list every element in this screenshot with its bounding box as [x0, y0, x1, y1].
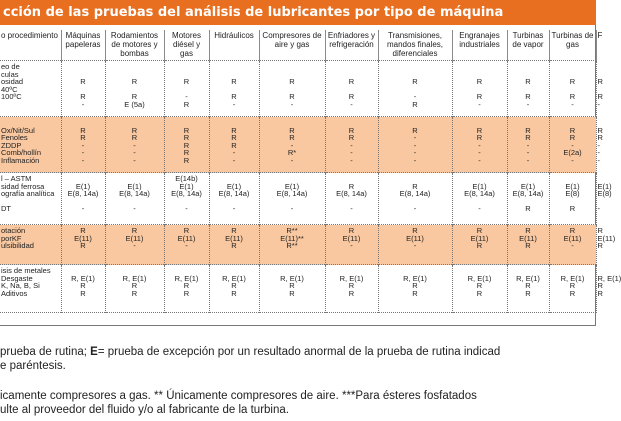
table-cell: R, E(1) R R [325, 265, 378, 313]
table-cell: R E(11) - [549, 225, 596, 265]
table-cell: R, E(1) R R [452, 265, 507, 313]
table-cell: R, E(1) R R [507, 265, 549, 313]
table-cell: R, E(1) R R [259, 265, 325, 313]
footnote-text: ulte al proveedor del fluido y/o al fabricante de la turbina. [0, 404, 289, 416]
table-row: eo de culas osidad 40ºC 100ºC R R - R R E (5a) R - R R R - R R - R R - R - R R R - R R - R R - R R - [0, 61, 596, 117]
table-cell: R R R R R [164, 117, 209, 173]
table-title: cción de las pruebas del análisis de lubricantes por tipo de máquina [3, 5, 504, 20]
table-cell: R R - [452, 61, 507, 117]
table-cell: R E(8, 14a) - [378, 173, 452, 225]
table-cell: R - R [378, 61, 452, 117]
table-row: Ox/Nit/Sul Fenoles ZDDP Comb/hollín Inflamación R R - - - R R - - - R R R R R R R R - - R R - R* - R R - - - R - - - - R R - - - R R - - - R R - E(2a) - R R - - - [0, 117, 596, 173]
table-cell: E(1) E(8, 14a) - [105, 173, 164, 225]
table-row: l – ASTM sidad ferrosa ografía analítica DT E(1) E(8, 14a) - E(1) E(8, 14a) - E(14b) E(1) E(8, 14a) - E(1) E(8, 14a) - E(1) E(8, 14a) - R E(8, 14a) - R E(8, 14a) - E(1) E(8, 14a) - E(1) E(8, 14a) R E(1) E(8) R E(1) E(8) - [0, 173, 596, 225]
table-cell: R** E(11)** R** [259, 225, 325, 265]
footnote-line [0, 403, 289, 417]
title-bar [0, 0, 596, 25]
table-cell: R R E (5a) [105, 61, 164, 117]
legend-text: = prueba de excepción por un resultado anormal de la prueba de rutina indicad [97, 346, 501, 358]
table-cell: R E(8, 14a) - [325, 173, 378, 225]
table-cell: E(1) E(8, 14a) - [209, 173, 259, 225]
table-cell: R R - - - [105, 117, 164, 173]
table-cell: E(1) E(8, 14a) - [61, 173, 105, 225]
column-header: Turbinas de vapor [507, 30, 549, 61]
table-cell: R R - R* - [259, 117, 325, 173]
legend-text: prueba de rutina; [0, 346, 91, 358]
table-cell: R R - E(2a) - [549, 117, 596, 173]
column-header: Hidráulicos [209, 30, 259, 61]
table-cell: R R - [209, 61, 259, 117]
table-cell: E(1) E(8, 14a) - [452, 173, 507, 225]
table-cell: E(14b) E(1) E(8, 14a) - [164, 173, 209, 225]
table-cell: R, E(1) R R [164, 265, 209, 313]
column-header: Motores diésel y gas [164, 30, 209, 61]
table-cell: R R - [61, 61, 105, 117]
table-cell: R - - - - [378, 117, 452, 173]
table-row: isis de metales Desgaste K, Na, B, Si Aditivos R, E(1) R R R, E(1) R R R, E(1) R R R, E(1) R R R, E(1) R R R, E(1) R R R, E(1) R R R, E(1) R R R, E(1) R R R, E(1) R R R, E(1) R R [0, 265, 596, 313]
table-cell: R R - - - [61, 117, 105, 173]
table-cell: R R - - - [325, 117, 378, 173]
table-cell: R R - - - [452, 117, 507, 173]
column-header: Transmisiones, mandos finales, diferenciales [378, 30, 452, 61]
table-cell: R E(11) R [209, 225, 259, 265]
column-header: Compresores de aire y gas [259, 30, 325, 61]
column-header: Enfriadores y refrigeración [325, 30, 378, 61]
table-cell: E(1) E(8) R [549, 173, 596, 225]
table-cell: R R - [549, 61, 596, 117]
table-cell: R - R [164, 61, 209, 117]
table-row: otación porKF ulsibilidad R E(11) R R E(11) - R E(11) - R E(11) R R** E(11)** R** R E(11) - R E(11) - R E(11) R R E(11) R R E(11) - R E(11) R [0, 225, 596, 265]
table-cell: R, E(1) R R [105, 265, 164, 313]
lubricant-tests-table [0, 30, 621, 313]
column-header: Engranajes industriales [452, 30, 507, 61]
table-cell: R, E(1) R R [61, 265, 105, 313]
table-cell: R R - [259, 61, 325, 117]
legend-text: e paréntesis. [0, 360, 66, 372]
column-header: Máquinas papeleras [61, 30, 105, 61]
column-header: Turbinas de gas [549, 30, 596, 61]
table-cell: R R - - - [507, 117, 549, 173]
legend-line [0, 359, 66, 373]
column-header: o procedimiento [1, 31, 58, 40]
table-cell: R R - [325, 61, 378, 117]
column-header: Rodamientos de motores y bombas [105, 30, 164, 61]
footnote-line [0, 389, 477, 403]
table-cell: R R R - - [209, 117, 259, 173]
footnote-text: icamente compresores a gas. ** Únicamente compresores de aire. ***Para ésteres fosfatados [0, 390, 477, 402]
table-cell: l – ASTM sidad ferrosa ografía analítica DT [1, 174, 55, 214]
table-cell: R R - [507, 61, 549, 117]
table-cell: R E(11) R [61, 225, 105, 265]
legend-key-e: E [90, 346, 98, 358]
table-cell: R E(11) - [164, 225, 209, 265]
table-cell: eo de culas osidad 40ºC 100ºC [1, 62, 24, 102]
table-cell: R, E(1) R R [549, 265, 596, 313]
table-cell: R, E(1) R R [378, 265, 452, 313]
table-cell: R E(11) R [452, 225, 507, 265]
table-cell: R, E(1) R R [209, 265, 259, 313]
table-cell: R E(11) - [378, 225, 452, 265]
table-cell: R E(11) R [507, 225, 549, 265]
table-cell: Ox/Nit/Sul Fenoles ZDDP Comb/hollín Inflamación [0, 117, 61, 173]
table-cell: isis de metales Desgaste K, Na, B, Si Aditivos [1, 266, 51, 298]
table-cell: R E(11) - [105, 225, 164, 265]
table-cell: E(1) E(8, 14a) R [507, 173, 549, 225]
legend-line [0, 345, 500, 359]
table-cell: R E(11) - [325, 225, 378, 265]
table-cell: E(1) E(8, 14a) - [259, 173, 325, 225]
header-row: o procedimiento Máquinas papeleras Rodamientos de motores y bombas Motores diésel y gas Hidráulicos Compresores de aire y gas Enfriadores y refrigeración Transmisiones, mandos finales, diferenciales Engranajes industriales Turbinas de vapor Turbinas de gas F [0, 30, 596, 61]
table-cell: otación porKF ulsibilidad [0, 225, 61, 265]
